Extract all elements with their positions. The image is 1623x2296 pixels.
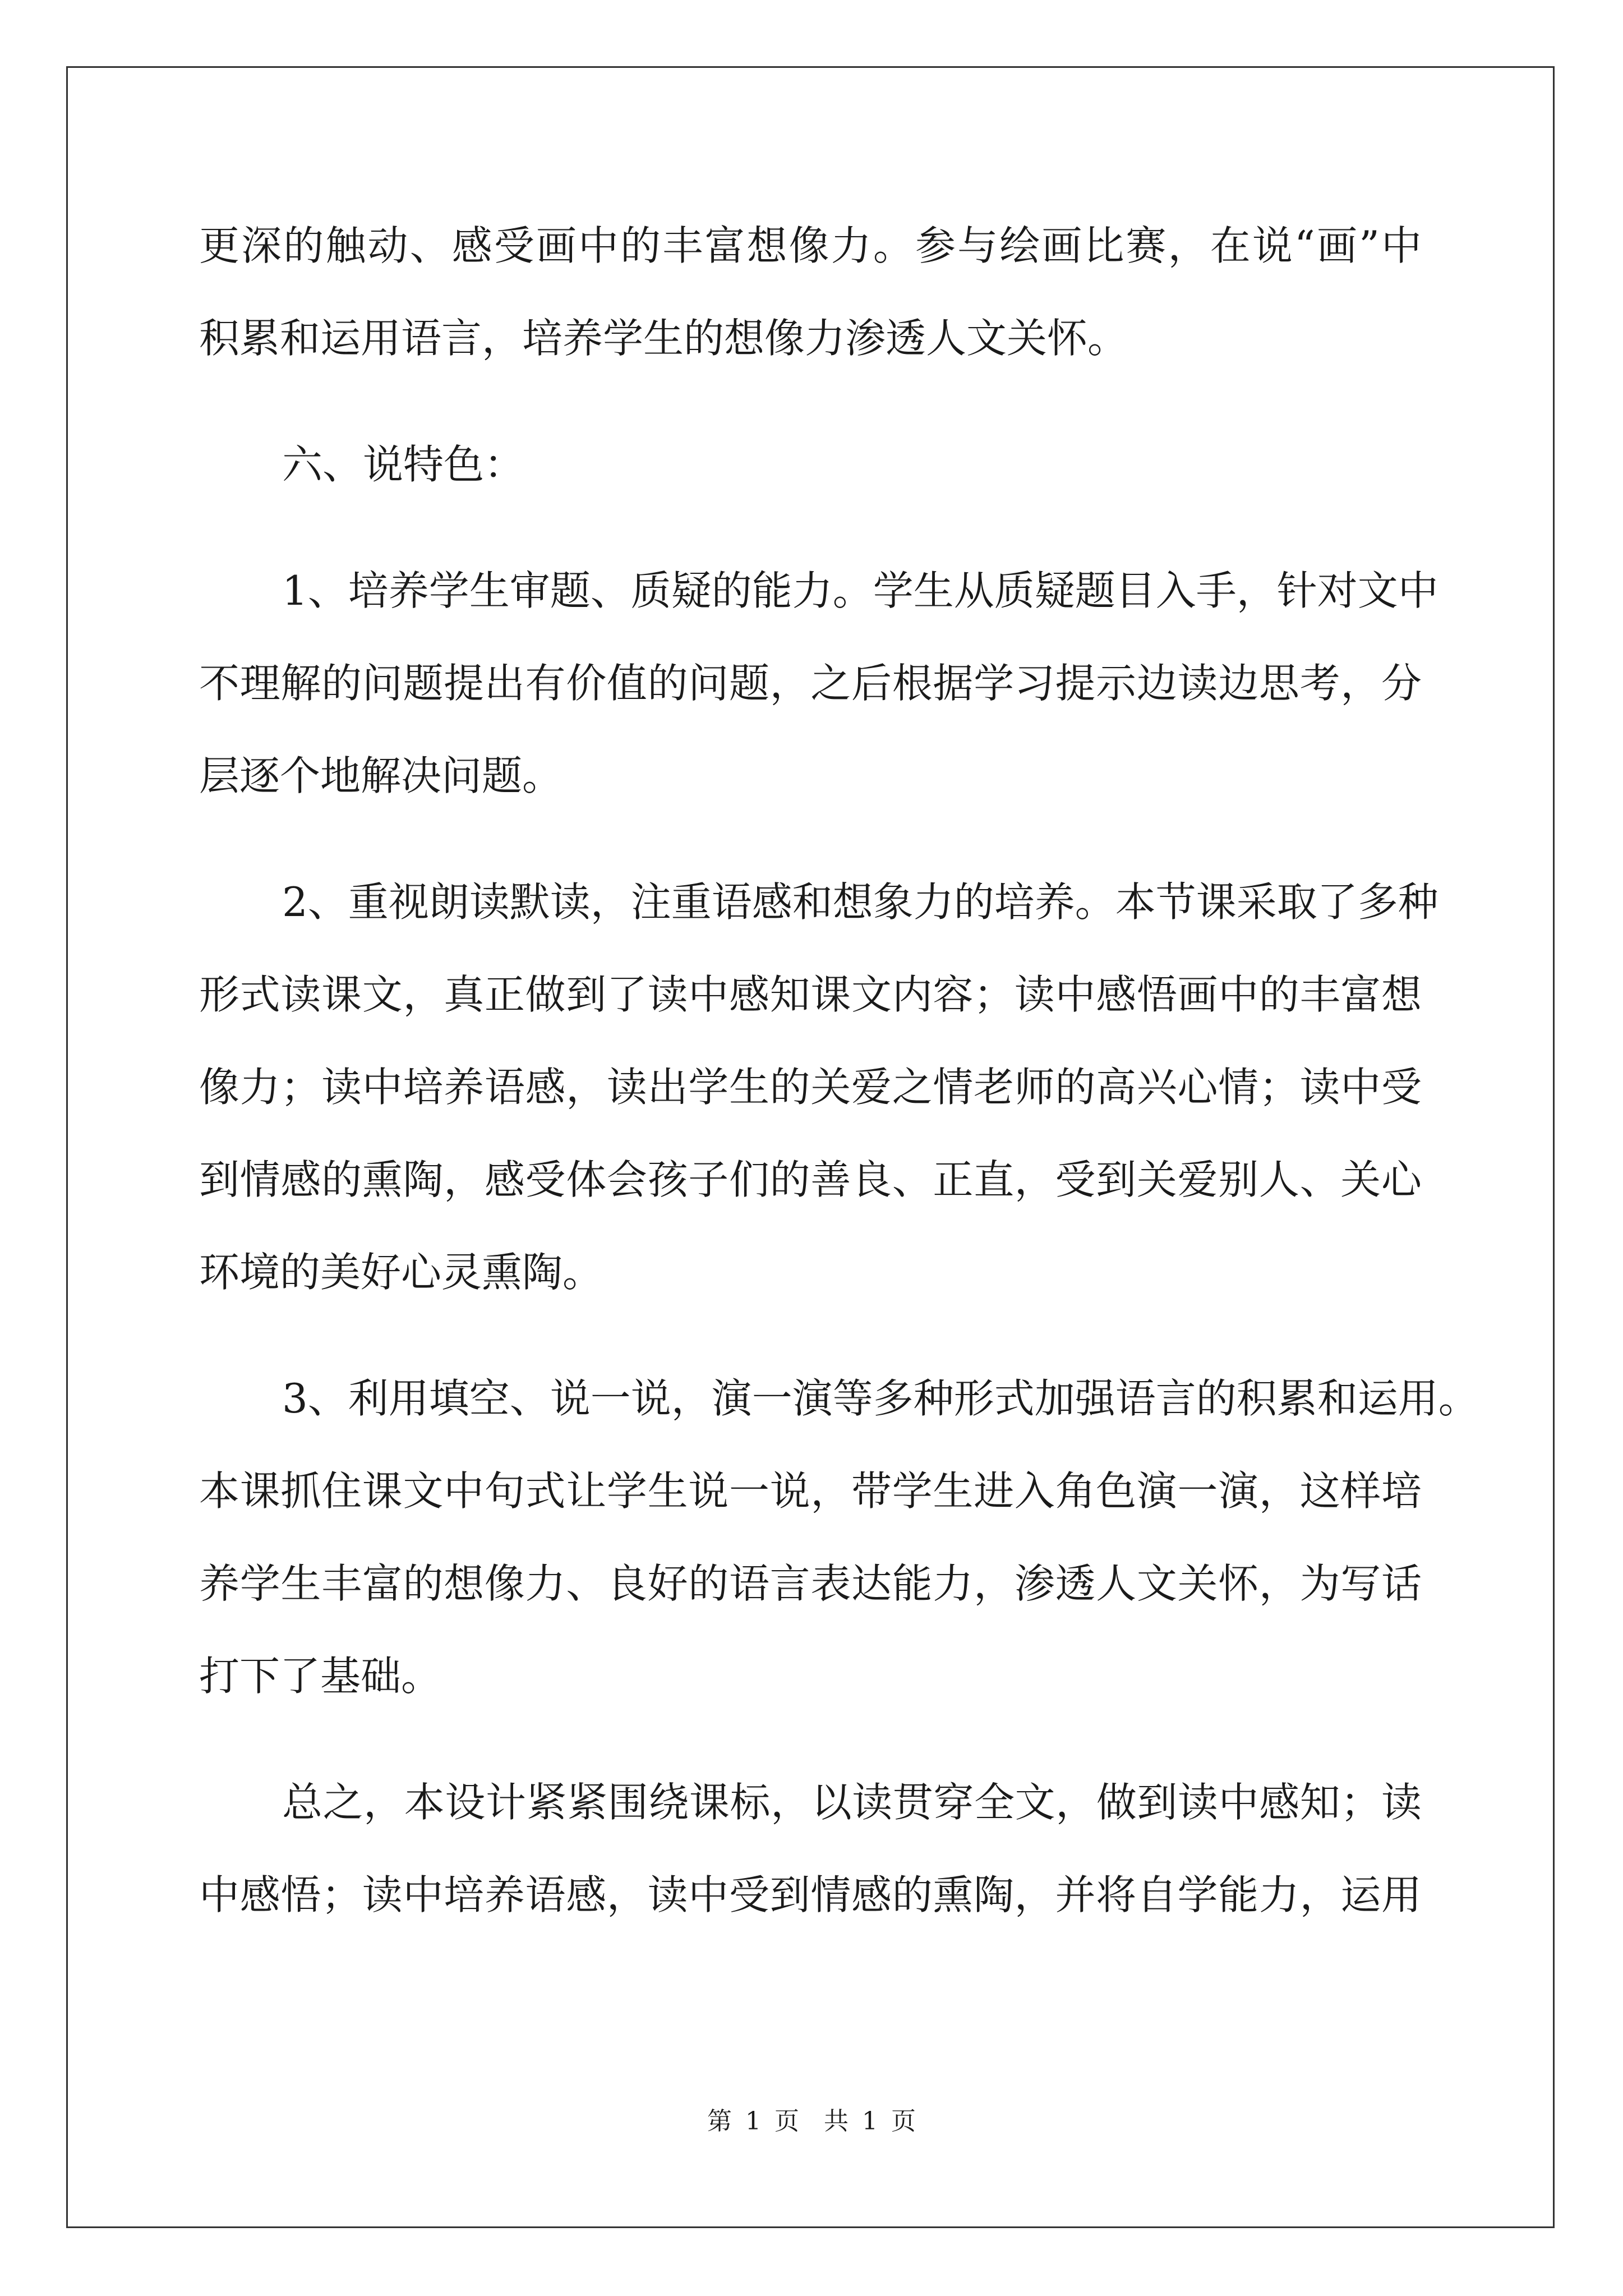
text-line: 六、说特色： <box>282 441 525 488</box>
text-line: 养学生丰富的想像力、良好的语言表达能力，渗透人文关怀，为写话 <box>199 1560 1422 1607</box>
paragraph <box>199 1756 1422 1941</box>
paragraph <box>199 856 1438 1319</box>
text-line: 1、培养学生审题、质疑的能力。学生从质疑题目入手，针对文中 <box>282 567 1438 614</box>
page-number: 第 1 页 共 1 页 <box>707 2107 916 2136</box>
text-line: 本课抓住课文中句式让学生说一说，带学生进入角色演一演，这样培 <box>199 1467 1422 1515</box>
text-line: 层逐个地解决问题。 <box>199 752 563 799</box>
text-line: 3、利用填空、说一说，演一演等多种形式加强语言的积累和运用。 <box>282 1375 1479 1422</box>
text-line: 总之，本设计紧紧围绕课标，以读贯穿全文，做到读中感知；读 <box>282 1779 1422 1826</box>
text-line: 环境的美好心灵熏陶。 <box>199 1249 603 1296</box>
text-line: 中感悟；读中培养语感，读中受到情感的熏陶，并将自学能力，运用 <box>199 1871 1422 1918</box>
paragraph <box>199 200 1422 385</box>
text-line: 打下了基础。 <box>199 1653 442 1700</box>
text-line: 不理解的问题提出有价值的问题，之后根据学习提示边读边思考，分 <box>199 660 1422 707</box>
text-line: 积累和运用语言，培养学生的想像力渗透人文关怀。 <box>199 315 1128 362</box>
document-body <box>199 200 1479 1941</box>
text-line: 2、重视朗读默读，注重语感和想象力的培养。本节课采取了多种 <box>282 878 1438 926</box>
paragraph <box>199 545 1438 822</box>
section-heading <box>199 418 1422 511</box>
text-line: 像力；读中培养语感，读出学生的关爱之情老师的高兴心情；读中受 <box>199 1064 1422 1111</box>
text-line: 到情感的熏陶，感受体会孩子们的善良、正直，受到关爱别人、关心 <box>199 1156 1422 1203</box>
text-line: 更深的触动、感受画中的丰富想像力。参与绘画比赛，在说“画”中 <box>199 222 1422 269</box>
paragraph <box>199 1352 1479 1723</box>
text-line: 形式读课文，真正做到了读中感知课文内容；读中感悟画中的丰富想 <box>199 971 1422 1018</box>
page-footer <box>0 2105 1623 2138</box>
